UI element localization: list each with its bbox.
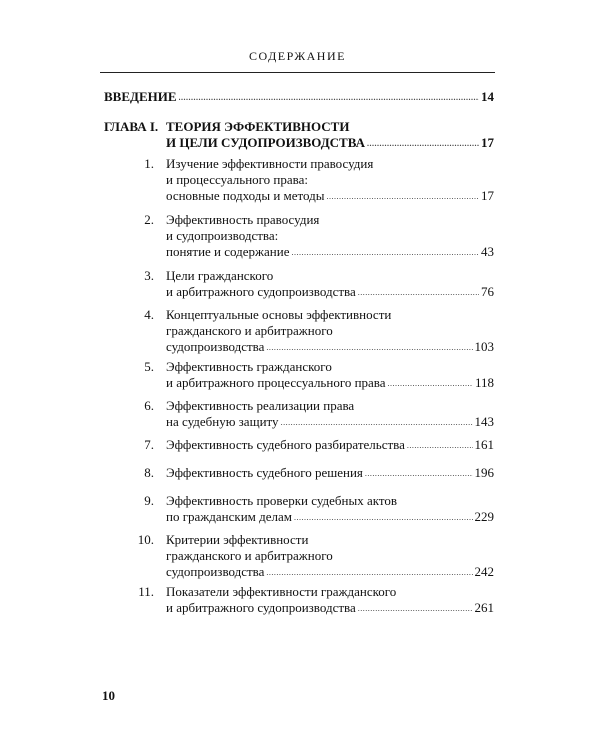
dot-leader <box>281 419 473 427</box>
entry-page: 76 <box>481 284 494 299</box>
entry-title-line: судопроизводства <box>166 564 265 579</box>
section-number: 2. <box>144 212 154 227</box>
dot-leader <box>294 514 472 522</box>
entry-title-line: Эффективность судебного решения <box>166 465 363 480</box>
section-number: 10. <box>137 532 154 547</box>
toc-entry-chapter-1[interactable] <box>166 119 494 151</box>
section-number: 8. <box>144 465 154 480</box>
entry-title-line: понятие и содержание <box>166 244 290 259</box>
entry-title-line: по гражданским делам <box>166 509 293 524</box>
entry-title-line: ТЕОРИЯ ЭФФЕКТИВНОСТИ <box>166 119 350 134</box>
entry-title-line: Эффективность правосудия <box>166 212 320 227</box>
entry-page: 118 <box>474 375 494 390</box>
entry-page: 196 <box>474 465 494 480</box>
entry-title-line: и арбитражного судопроизводства <box>166 600 356 615</box>
entry-page: 14 <box>481 89 494 104</box>
toc-entry-section-10[interactable] <box>166 532 494 580</box>
toc-entry-section-7[interactable] <box>166 437 494 453</box>
entry-title-line: и арбитражного судопроизводства <box>166 284 356 299</box>
entry-title-line: Эффективность реализации права <box>166 398 355 413</box>
entry-title-line: Показатели эффективности гражданского <box>166 584 397 599</box>
dot-leader <box>179 94 479 102</box>
toc-entry-section-11[interactable] <box>166 584 494 616</box>
entry-title-line: и судопроизводства: <box>166 228 279 243</box>
entry-title-line: И ЦЕЛИ СУДОПРОИЗВОДСТВА <box>166 135 365 150</box>
dot-leader <box>358 605 473 613</box>
toc-entry-section-1[interactable] <box>166 156 494 204</box>
entry-title-line: Цели гражданского <box>166 268 274 283</box>
dot-leader <box>291 249 479 257</box>
entry-title-line: Эффективность гражданского <box>166 359 332 374</box>
section-number: 5. <box>144 359 154 374</box>
entry-title: ВВЕДЕНИЕ <box>104 89 177 104</box>
entry-page: 43 <box>481 244 494 259</box>
running-header: СОДЕРЖАНИЕ <box>249 49 346 63</box>
entry-title-line: гражданского и арбитражного <box>166 323 333 338</box>
entry-page: 103 <box>474 339 494 354</box>
entry-title-line: и арбитражного процессуального права <box>166 375 386 390</box>
dot-leader <box>388 380 473 388</box>
page-number: 10 <box>102 688 115 703</box>
entry-page: 17 <box>481 188 494 203</box>
dot-leader <box>407 442 473 450</box>
entry-page: 242 <box>474 564 494 579</box>
dot-leader <box>327 193 479 201</box>
section-number: 4. <box>144 307 154 322</box>
entry-title-line: основные подходы и методы <box>166 188 325 203</box>
entry-page: 161 <box>474 437 494 452</box>
entry-title-line: на судебную защиту <box>166 414 279 429</box>
entry-title-line: и процессуального права: <box>166 172 309 187</box>
toc-entry-section-9[interactable] <box>166 493 494 525</box>
dot-leader <box>266 569 472 577</box>
section-number: 7. <box>144 437 154 452</box>
section-number: 1. <box>144 156 154 171</box>
entry-title-line: Изучение эффективности правосудия <box>166 156 374 171</box>
toc-entry-section-6[interactable] <box>166 398 494 430</box>
entry-page: 261 <box>474 600 494 615</box>
entry-page: 229 <box>474 509 494 524</box>
dot-leader <box>358 289 479 297</box>
dot-leader <box>266 344 472 352</box>
toc-entry-section-3[interactable] <box>166 268 494 300</box>
entry-page: 143 <box>474 414 494 429</box>
section-number: 3. <box>144 268 154 283</box>
chapter-label: ГЛАВА I. <box>104 119 159 134</box>
entry-title-line: Эффективность проверки судебных актов <box>166 493 398 508</box>
section-number: 11. <box>138 584 154 599</box>
toc-entry-section-5[interactable] <box>166 359 494 391</box>
toc-entry-section-4[interactable] <box>166 307 494 355</box>
entry-title-line: гражданского и арбитражного <box>166 548 333 563</box>
toc-entry-section-2[interactable] <box>166 212 494 260</box>
dot-leader <box>367 140 479 148</box>
entry-page: 17 <box>481 135 494 150</box>
entry-title-line: судопроизводства <box>166 339 265 354</box>
toc-entry-introduction[interactable] <box>104 89 494 105</box>
entry-title-line: Концептуальные основы эффективности <box>166 307 392 322</box>
toc-entry-section-8[interactable] <box>166 465 494 481</box>
section-number: 9. <box>144 493 154 508</box>
section-number: 6. <box>144 398 154 413</box>
entry-title-line: Эффективность судебного разбирательства <box>166 437 405 452</box>
dot-leader <box>365 470 473 478</box>
entry-title-line: Критерии эффективности <box>166 532 309 547</box>
